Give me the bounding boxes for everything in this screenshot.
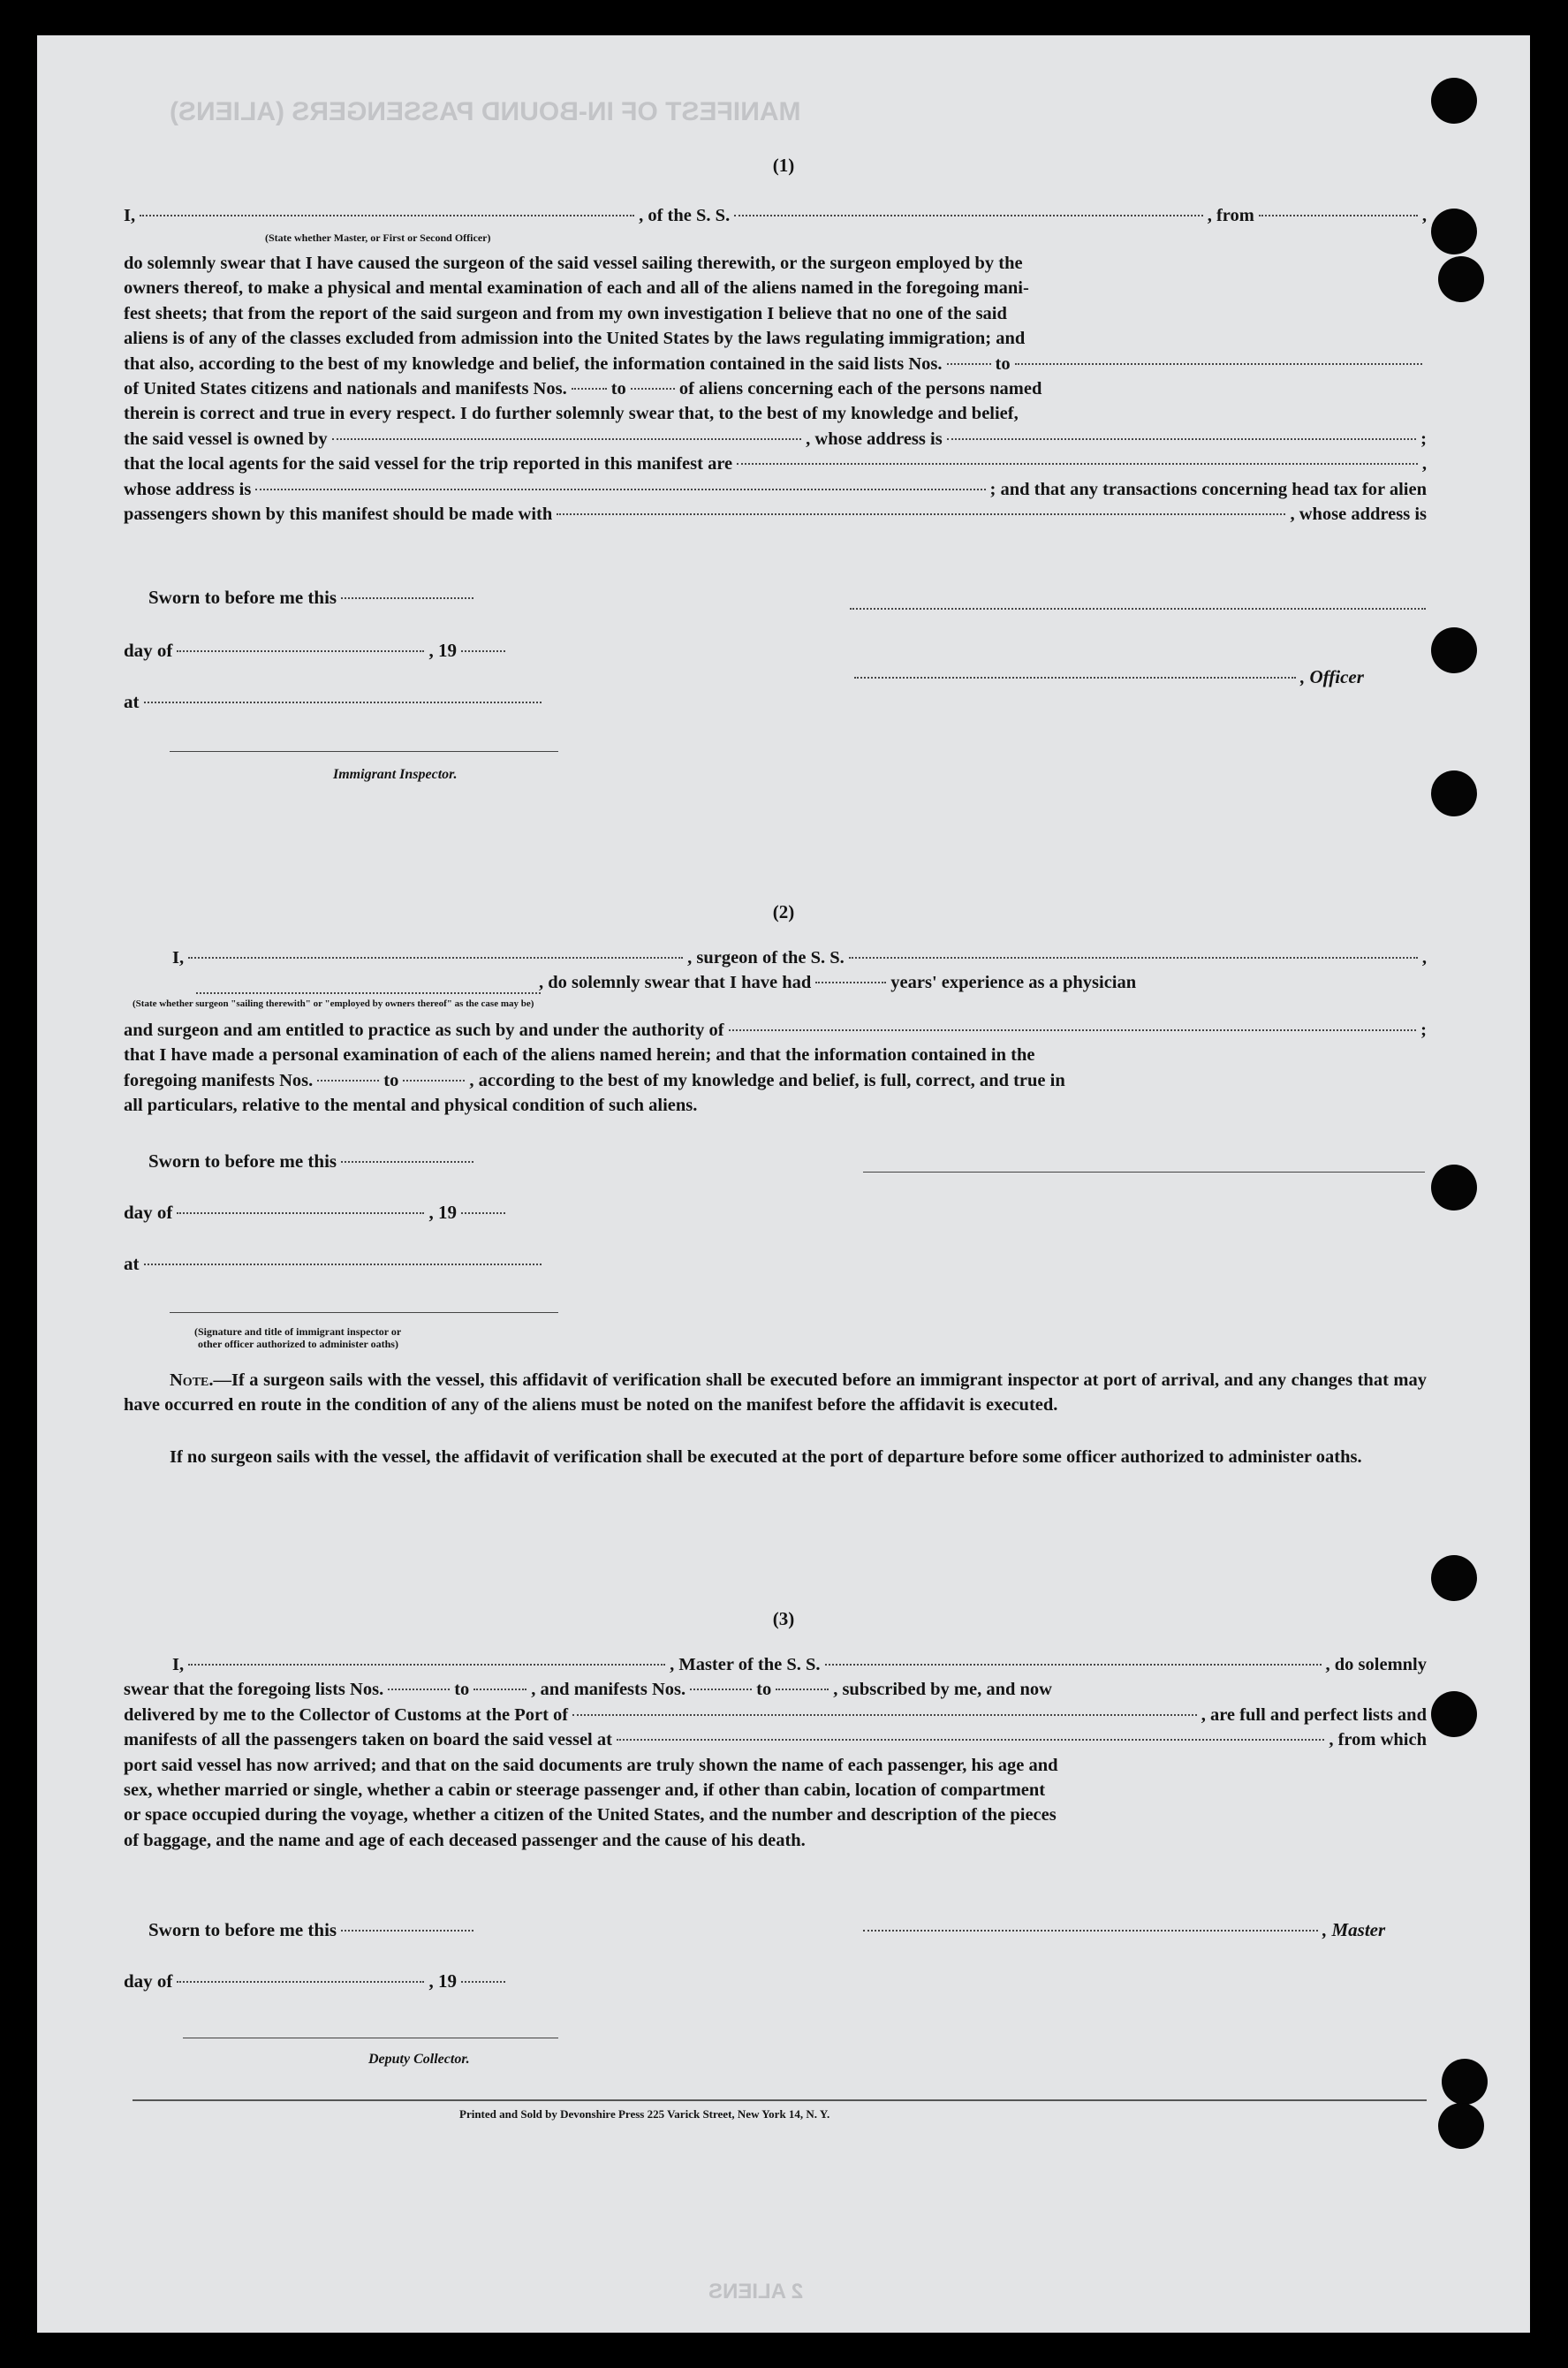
binder-hole (1431, 1691, 1477, 1737)
to-label: to (995, 353, 1011, 374)
comma: , (1421, 454, 1427, 474)
body-line: or space occupied during the voyage, whether a citizen of the United States, and the number and description of the pieces (124, 1805, 1057, 1825)
surgeon-status-instruction: (State whether surgeon "sailing therewith" or "employed by owners thereof" as the case may be) (133, 998, 534, 1009)
manifests-tail: , according to the best of my knowledge and belief, is full, correct, and true in (469, 1070, 1065, 1090)
semicolon: ; (1420, 429, 1427, 449)
sworn-label-3: Sworn to before me this (148, 1919, 478, 1941)
officer-rank-instruction: (State whether Master, or First or Second Officer) (265, 231, 491, 244)
day-of-label-2: day of , 19 (124, 1202, 510, 1224)
subscribed-label: , subscribed by me, and now (833, 1680, 1052, 1700)
ship-name-field[interactable] (734, 215, 1203, 216)
master-signature-label: , Master (859, 1919, 1385, 1941)
section-1-number: (1) (772, 155, 795, 176)
owned-by-label: the said vessel is owned by (124, 429, 328, 449)
pronoun-i: I, (172, 948, 185, 968)
agents-address-field[interactable] (255, 489, 985, 490)
to-label: to (756, 1680, 772, 1700)
experience-label: , do solemnly swear that I have had (539, 973, 812, 993)
owner-address-field[interactable] (947, 438, 1416, 440)
manifest-page (37, 35, 1530, 2333)
body-line: port said vessel has now arrived; and that on the said documents are truly shown the name of each passenger, his age and (124, 1755, 1058, 1775)
body-line: owners thereof, to make a physical and mental examination of each and all of the aliens named in the foregoing mani- (124, 278, 1029, 299)
full-lists-label: , are full and perfect lists and (1201, 1704, 1427, 1725)
at-label-2: at (124, 1253, 546, 1275)
surgeon-signature-line[interactable] (863, 1172, 1425, 1173)
do-solemnly-label: , do solemnly (1325, 1655, 1427, 1674)
master-name-field[interactable] (188, 1664, 665, 1666)
manifests-to-field[interactable] (776, 1689, 829, 1690)
binder-hole (1438, 2103, 1484, 2149)
master-of-ss-label: , Master of the S. S. (670, 1655, 821, 1674)
lists-label: that also, according to the best of my knowledge and belief, the information contained in the said lists Nos. (124, 353, 943, 374)
owner-address-label: , whose address is (806, 429, 943, 449)
to-label: to (383, 1070, 399, 1090)
collector-caption: Deputy Collector. (368, 2052, 470, 2067)
body-line: all particulars, relative to the mental and physical condition of such aliens. (124, 1096, 698, 1116)
signature-caption-2: other officer authorized to administer oaths) (198, 1338, 398, 1350)
lists-from-field[interactable] (388, 1689, 450, 1690)
manifests-from-field[interactable] (572, 388, 607, 390)
section-3-number: (3) (772, 1608, 795, 1629)
years-tail: years' experience as a physician (890, 973, 1137, 993)
lists-to-field[interactable] (473, 1689, 526, 1690)
head-tax-address-label: , whose address is (1290, 505, 1427, 525)
section-3-oath (124, 1652, 1427, 1853)
section-1-oath-line (124, 203, 1427, 228)
departure-port-field[interactable] (1259, 215, 1418, 216)
section-2-oath (124, 945, 1427, 996)
inspector-caption: Immigrant Inspector. (333, 767, 458, 782)
head-tax-contact-field[interactable] (557, 513, 1285, 515)
manifests-from-field[interactable] (690, 1689, 752, 1690)
lists-label: swear that the foregoing lists Nos. (124, 1680, 384, 1700)
binder-hole (1431, 770, 1477, 816)
manifests-to-field[interactable] (403, 1080, 465, 1082)
inspector-signature-line[interactable] (170, 751, 558, 752)
manifests-label: , and manifests Nos. (531, 1680, 686, 1700)
binder-hole (1431, 627, 1477, 673)
comma: , (1421, 948, 1427, 968)
surgeon-ship-field[interactable] (849, 957, 1418, 959)
surgeon-name-field[interactable] (188, 957, 683, 959)
authority-label: and surgeon and am entitled to practice as such by and under the authority of (124, 1021, 724, 1040)
lists-from-field[interactable] (947, 363, 991, 365)
day-of-label-1: day of , 19 (124, 640, 510, 662)
signature-caption-1: (Signature and title of immigrant inspector or (194, 1325, 402, 1338)
body-line: do solemnly swear that I have caused the surgeon of the said vessel sailing therewith, or the surgeon employed by the (124, 254, 1023, 273)
agents-label: that the local agents for the said vessel for the trip reported in this manifest are (124, 454, 733, 474)
faint-bottom-mark: 2 ALIENS (708, 2280, 804, 2303)
footer-rule (133, 2099, 1427, 2101)
faint-header-title: MANIFEST OF IN-BOUND PASSENGERS (ALIENS) (170, 97, 801, 126)
sworn-label-1: Sworn to before me this (148, 587, 478, 609)
binder-hole (1431, 209, 1477, 254)
body-line: fest sheets; that from the report of the said surgeon and from my own investigation I believe that no one of the said (124, 303, 1007, 323)
body-line: aliens is of any of the classes excluded from admission into the United States by the laws regulating immigration; and (124, 329, 1026, 349)
officer-rank-field[interactable] (140, 215, 634, 216)
section-2-number: (2) (772, 901, 795, 922)
owner-field[interactable] (332, 438, 801, 440)
pronoun-i: I, (124, 206, 136, 225)
section-2-body (124, 1018, 1427, 1119)
body-line: sex, whether married or single, whether a cabin or steerage passenger and, if other than cabin, location of compartment (124, 1780, 1046, 1801)
binder-hole (1431, 78, 1477, 124)
body-line: that I have made a personal examination of each of the aliens named herein; and that the information contained in the (124, 1045, 1035, 1066)
pronoun-i: I, (172, 1655, 185, 1674)
authority-field[interactable] (729, 1029, 1417, 1031)
note-label: Note. (170, 1370, 214, 1390)
binder-hole (1442, 2059, 1488, 2105)
boarding-port-label: manifests of all the passengers taken on board the said vessel at (124, 1730, 612, 1750)
manifests-from-field[interactable] (317, 1080, 379, 1082)
officer-signature-line[interactable] (850, 608, 1426, 610)
to-label: to (610, 379, 626, 399)
sworn-label-2: Sworn to before me this (148, 1150, 478, 1173)
binder-hole (1431, 1165, 1477, 1211)
from-label: , from (1207, 206, 1254, 225)
note2-text: If no surgeon sails with the vessel, the affidavit of verification shall be executed at the port of departure before some officer authorized to administer oaths. (170, 1447, 1362, 1467)
head-tax-label: ; and that any transactions concerning head tax for alien (989, 479, 1427, 499)
printer-footer: Printed and Sold by Devonshire Press 225 Varick Street, New York 14, N. Y. (459, 2107, 830, 2121)
section-1-body (124, 251, 1427, 527)
manifests-label: of United States citizens and nationals and manifests Nos. (124, 379, 567, 399)
surgeon-of-ss-label: , surgeon of the S. S. (687, 948, 845, 968)
manifests-tail: of aliens concerning each of the persons named (678, 379, 1042, 399)
collector-port-label: delivered by me to the Collector of Customs at the Port of (124, 1704, 569, 1725)
years-field[interactable] (815, 982, 886, 983)
inspector-signature-line-2[interactable] (170, 1312, 558, 1313)
of-ss-label: , of the S. S. (639, 206, 731, 225)
manifests-label: foregoing manifests Nos. (124, 1070, 314, 1090)
semicolon: ; (1420, 1021, 1427, 1040)
agents-field[interactable] (737, 463, 1418, 465)
master-ship-field[interactable] (825, 1664, 1322, 1666)
note-text: —If a surgeon sails with the vessel, this affidavit of verification shall be executed before an immigrant inspector at port of arrival, and any changes that may have occurred en route in the condition of any of the aliens must be noted on the manifest before the affidavit is executed. (124, 1370, 1427, 1415)
day-of-label-3: day of , 19 (124, 1970, 510, 1992)
head-tax-contact-label: passengers shown by this manifest should be made with (124, 505, 553, 525)
binder-hole (1431, 1555, 1477, 1601)
officer-signature-label: , Officer (850, 666, 1364, 688)
to-label: to (454, 1680, 470, 1700)
note-paragraph (124, 1368, 1427, 1418)
comma: , (1421, 206, 1427, 225)
body-line: of baggage, and the name and age of each deceased passenger and the cause of his death. (124, 1830, 806, 1850)
binder-hole (1438, 256, 1484, 302)
agents-address-label: whose address is (124, 479, 252, 499)
boarding-port-field[interactable] (617, 1739, 1324, 1741)
surgeon-status-line[interactable] (196, 992, 541, 994)
note-paragraph-2 (124, 1445, 1427, 1469)
lists-to-field[interactable] (1015, 363, 1422, 365)
manifests-to-field[interactable] (631, 388, 675, 390)
from-which-label: , from which (1329, 1730, 1427, 1750)
collector-port-field[interactable] (572, 1714, 1197, 1716)
body-line: therein is correct and true in every respect. I do further solemnly swear that, to the best of my knowledge and belief, (124, 404, 1019, 424)
at-label-1: at (124, 691, 546, 713)
